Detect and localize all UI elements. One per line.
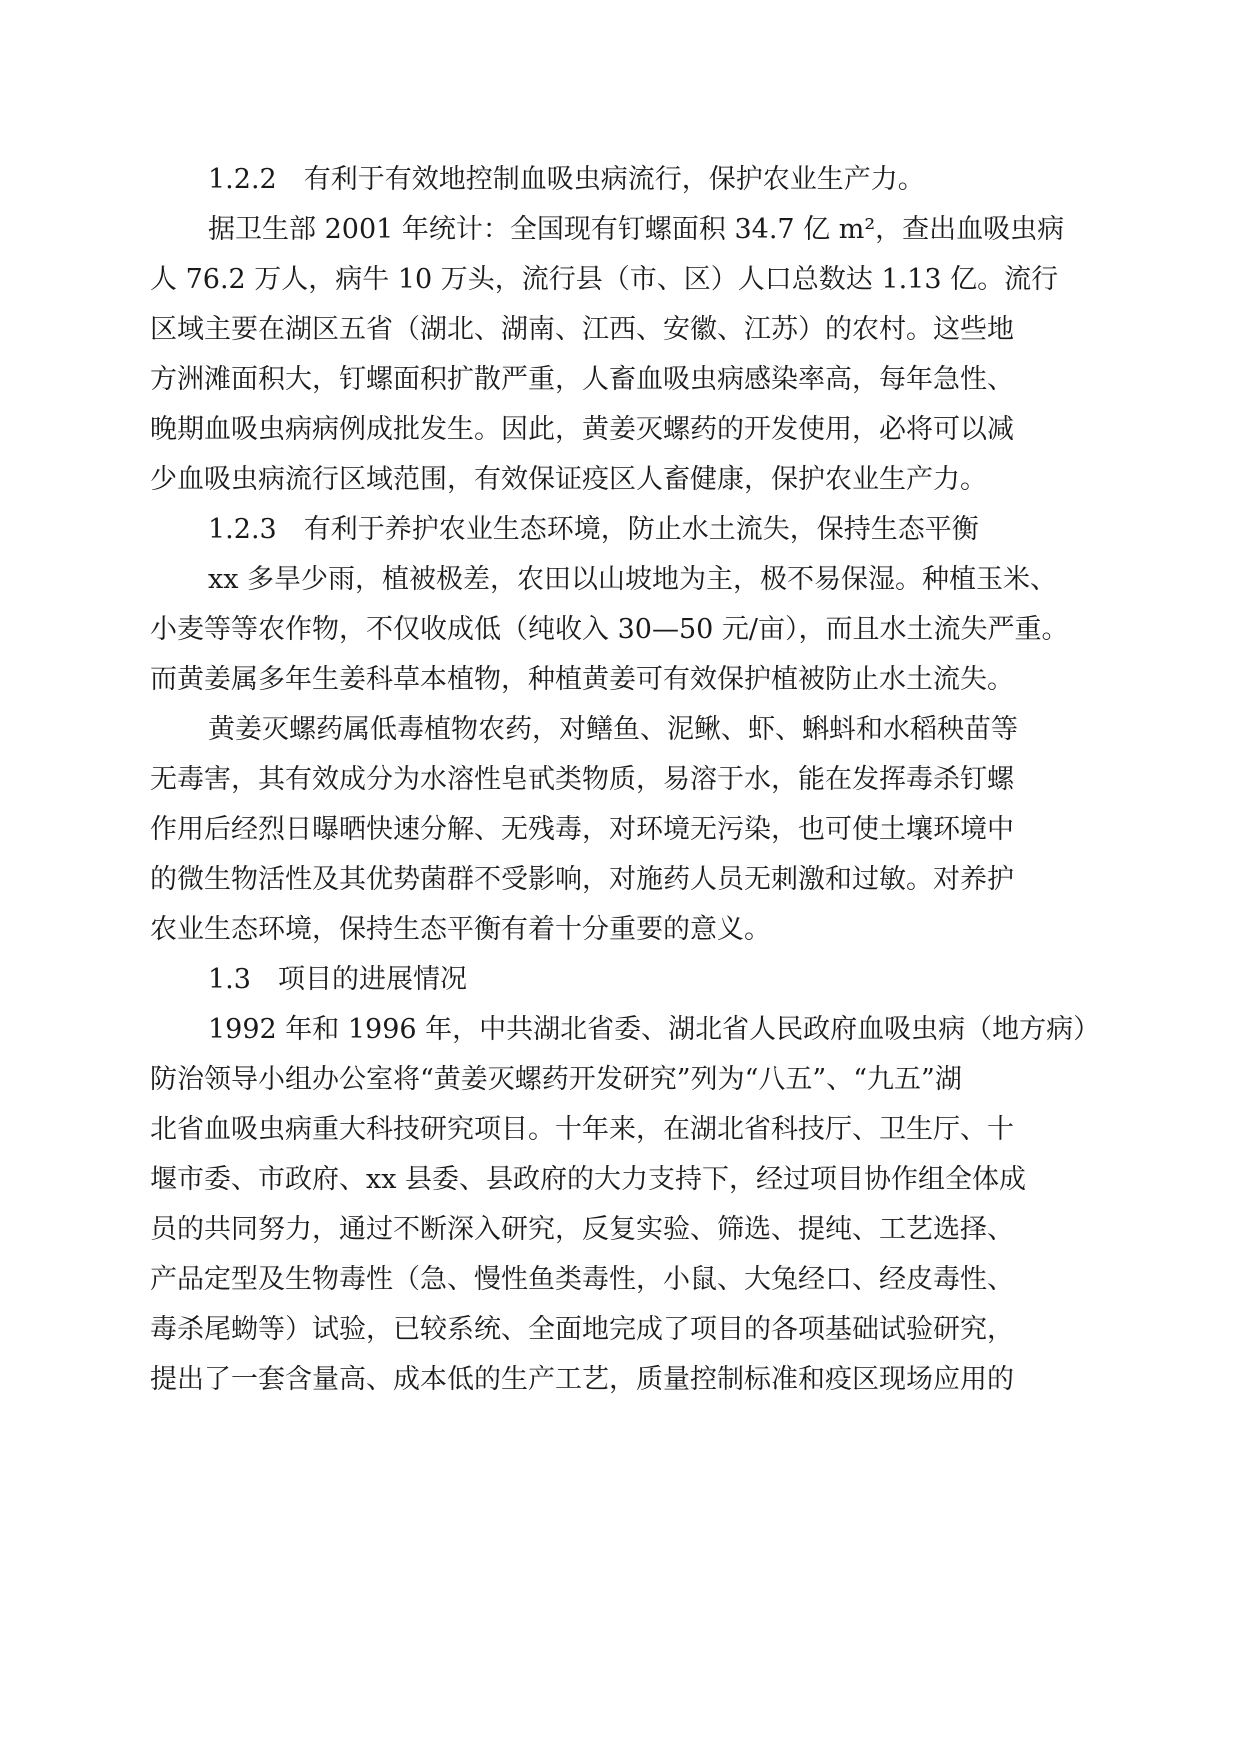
section-heading-1-3: 1.3 项目的进展情况 <box>208 964 467 995</box>
paragraph-line: 的微生物活性及其优势菌群不受影响，对施药人员无刺激和过敏。对养护 <box>150 864 1014 895</box>
paragraph-line: 堰市委、市政府、xx 县委、县政府的大力支持下，经过项目协作组全体成 <box>150 1164 1027 1195</box>
paragraph-line: 区域主要在湖区五省（湖北、湖南、江西、安徽、江苏）的农村。这些地 <box>150 314 1014 345</box>
paragraph-line: 防治领导小组办公室将“黄姜灭螺药开发研究”列为“八五”、“九五”湖 <box>150 1064 962 1095</box>
paragraph-line: 1992 年和 1996 年，中共湖北省委、湖北省人民政府血吸虫病（地方病） <box>208 1014 1101 1045</box>
paragraph-line: 少血吸虫病流行区域范围，有效保证疫区人畜健康，保护农业生产力。 <box>150 464 987 495</box>
paragraph-line: 小麦等等农作物，不仅收成低（纯收入 30—50 元/亩），而且水土流失严重。 <box>150 614 1069 645</box>
paragraph-line: 据卫生部 2001 年统计：全国现有钉螺面积 34.7 亿 m²，查出血吸虫病 <box>208 214 1065 245</box>
paragraph-line: xx 多旱少雨，植被极差，农田以山坡地为主，极不易保湿。种植玉米、 <box>208 564 1058 595</box>
paragraph-line: 而黄姜属多年生姜科草本植物，种植黄姜可有效保护植被防止水土流失。 <box>150 664 1014 695</box>
paragraph-line: 北省血吸虫病重大科技研究项目。十年来，在湖北省科技厅、卫生厅、十 <box>150 1114 1014 1145</box>
paragraph-line: 提出了一套含量高、成本低的生产工艺，质量控制标准和疫区现场应用的 <box>150 1364 1014 1395</box>
paragraph-line: 毒杀尾蚴等）试验，已较系统、全面地完成了项目的各项基础试验研究， <box>150 1314 1014 1345</box>
section-heading-1-2-3: 1.2.3 有利于养护农业生态环境，防止水土流失，保持生态平衡 <box>208 514 979 545</box>
paragraph-line: 员的共同努力，通过不断深入研究，反复实验、筛选、提纯、工艺选择、 <box>150 1214 1014 1245</box>
paragraph-line: 产品定型及生物毒性（急、慢性鱼类毒性，小鼠、大兔经口、经皮毒性、 <box>150 1264 1014 1295</box>
paragraph-line: 人 76.2 万人，病牛 10 万头，流行县（市、区）人口总数达 1.13 亿。流行 <box>150 264 1059 295</box>
paragraph-line: 作用后经烈日曝晒快速分解、无残毒，对环境无污染，也可使土壤环境中 <box>150 814 1014 845</box>
paragraph-line: 无毒害，其有效成分为水溶性皂甙类物质，易溶于水，能在发挥毒杀钉螺 <box>150 764 1014 795</box>
paragraph-line: 晚期血吸虫病病例成批发生。因此，黄姜灭螺药的开发使用，必将可以减 <box>150 414 1014 445</box>
paragraph-line: 农业生态环境，保持生态平衡有着十分重要的意义。 <box>150 914 771 945</box>
paragraph-line: 黄姜灭螺药属低毒植物农药，对鳝鱼、泥鳅、虾、蝌蚪和水稻秧苗等 <box>208 714 1018 745</box>
section-heading-1-2-2: 1.2.2 有利于有效地控制血吸虫病流行，保护农业生产力。 <box>208 164 925 195</box>
paragraph-line: 方洲滩面积大，钉螺面积扩散严重，人畜血吸虫病感染率高，每年急性、 <box>150 364 1014 395</box>
